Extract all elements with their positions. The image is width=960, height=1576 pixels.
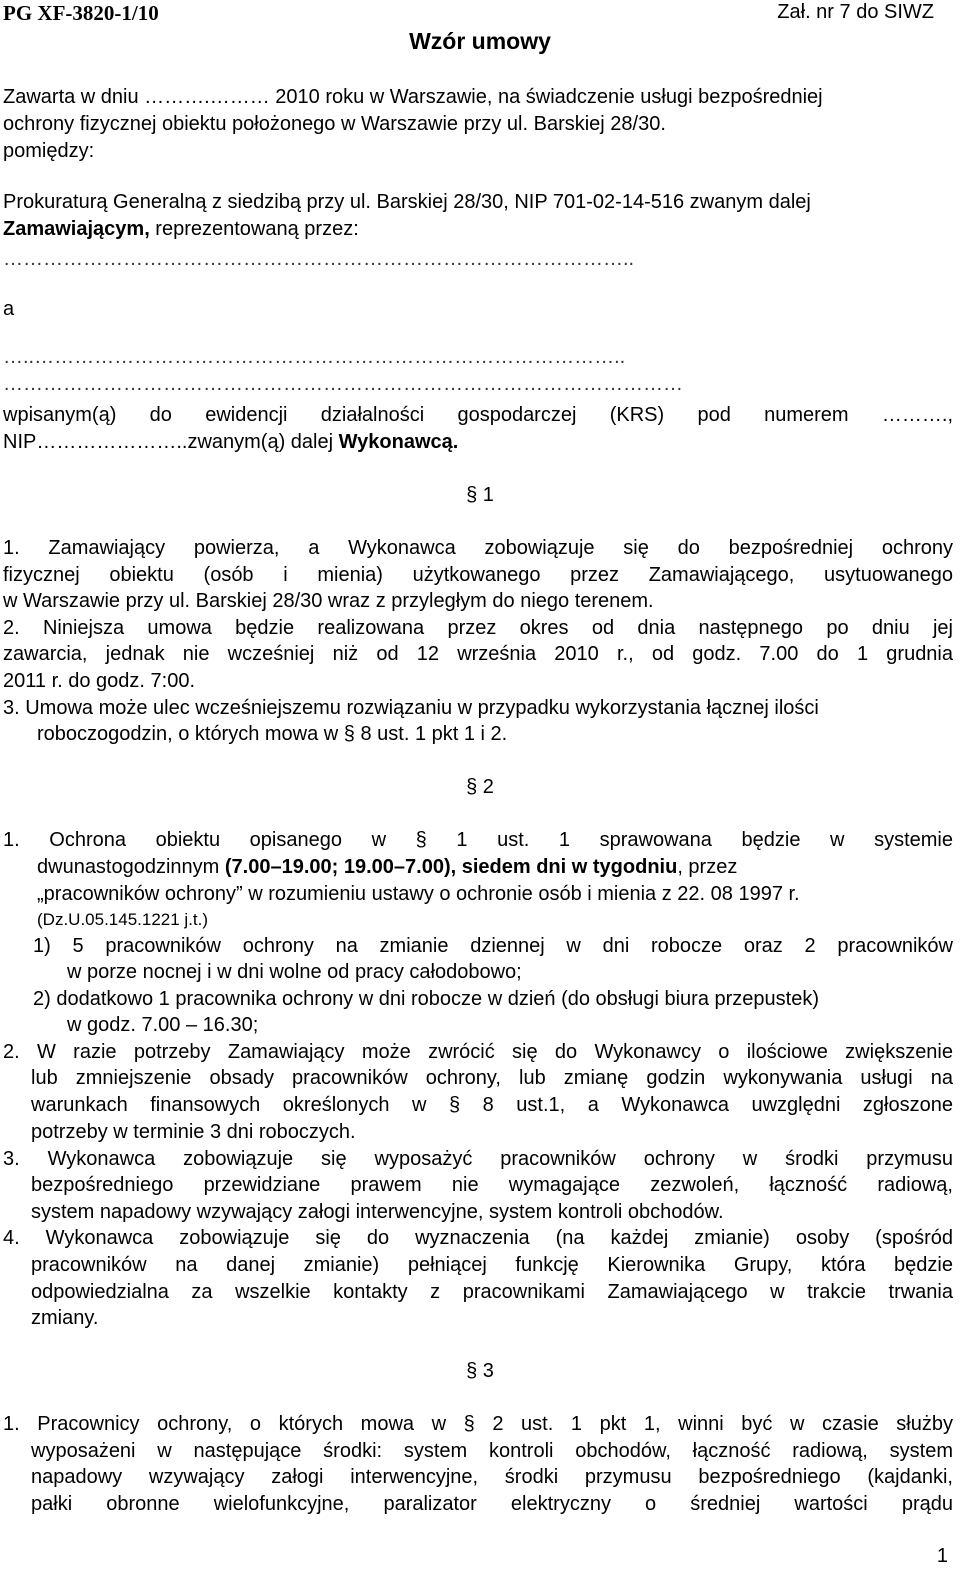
s2-p2-line: lub zmniejszenie obsady pracowników ochrony, lub zmianę godzin wykonywania usługi na xyxy=(31,1067,953,1089)
s1-line: roboczogodzin, o których mowa w § 8 ust. 1 pkt 1 i 2. xyxy=(37,723,508,745)
s2-p3-line: bezpośredniego przewidziane prawem nie wymagające zezwoleń, łączność radiową, xyxy=(31,1174,953,1196)
intro-line-2: ochrony fizycznej obiektu położonego w Warszawie przy ul. Barskiej 28/30. xyxy=(3,113,666,135)
service-hours: (7.00–19.00; 19.00–7.00), siedem dni w tygodniu xyxy=(224,856,678,878)
s2-p1-line-2: dwunastogodzinnym (7.00–19.00; 19.00–7.00), siedem dni w tygodniu, przez xyxy=(37,856,738,878)
party-contracting-authority: Zamawiającym, xyxy=(3,218,150,240)
s2-sub1-line-2: w porze nocnej i w dni wolne od pracy całodobowo; xyxy=(67,961,522,983)
s2-p2-line: potrzeby w terminie 3 dni roboczych. xyxy=(31,1121,356,1143)
s3-line: pałki obronne wielofunkcyjne, paralizator elektryczny o średniej wartości prądu xyxy=(31,1493,953,1515)
document-title: Wzór umowy xyxy=(409,28,551,54)
s1-line: fizycznej obiektu (osób i mienia) użytkowanego przez Zamawiającego, usytuowanego xyxy=(3,564,953,586)
s1-line: w Warszawie przy ul. Barskiej 28/30 wraz z przyległym do niego terenem. xyxy=(3,590,654,612)
s3-line: napadowy wzywający załogi interwencyjne, środki przymusu bezpośredniego (kajdanki, xyxy=(31,1466,953,1488)
conjunction-a: a xyxy=(3,298,15,320)
s2-p2-line: warunkach finansowych określonych w § 8 ust.1, a Wykonawca uwzględni zgłoszone xyxy=(31,1094,953,1116)
signature-dots-1: ………………………………………………………………………………….. xyxy=(3,248,635,270)
section-3-heading: § 3 xyxy=(466,1360,494,1382)
section-1-heading: § 1 xyxy=(466,484,494,506)
signature-dots-2: …..…………………………………………………………………………….. xyxy=(3,346,626,368)
s2-p3-line: 3. Wykonawca zobowiązuje się wyposażyć pracowników ochrony w środki przymusu xyxy=(3,1148,953,1170)
s1-line: zawarcia, jednak nie wcześniej niż od 12 września 2010 r., od godz. 7.00 do 1 grudnia xyxy=(3,643,953,665)
s1-line: 3. Umowa może ulec wcześniejszemu rozwiązaniu w przypadku wykorzystania łącznej ilości xyxy=(3,697,819,719)
s3-line: wyposażeni w następujące środki: system kontroli obchodów, łączność radiową, system xyxy=(31,1440,953,1462)
s3-line: 1. Pracownicy ochrony, o których mowa w § 2 ust. 1 pkt 1, winni być w czasie służby xyxy=(3,1413,953,1435)
s2-p1-line-4: (Dz.U.05.145.1221 j.t.) xyxy=(37,910,209,929)
intro-line-3: pomiędzy: xyxy=(3,140,95,162)
document-reference: PG XF-3820-1/10 xyxy=(3,1,159,25)
intro-line-7: NIP…………………..zwanym(ą) dalej Wykonawcą. xyxy=(3,431,459,453)
s2-p1-line-1: 1. Ochrona obiektu opisanego w § 1 ust. 1 sprawowana będzie w systemie xyxy=(3,829,953,851)
s1-line: 1. Zamawiający powierza, a Wykonawca zobowiązuje się do bezpośredniej ochrony xyxy=(3,537,953,559)
party-contractor: Wykonawcą. xyxy=(338,431,459,453)
s2-p4-line: pracowników na danej zmianie) pełniącej funkcję Kierownika Grupy, która będzie xyxy=(31,1254,953,1276)
s2-p4-line: 4. Wykonawca zobowiązuje się do wyznaczenia (na każdej zmianie) osoby (spośród xyxy=(3,1227,953,1249)
attachment-label: Zał. nr 7 do SIWZ xyxy=(777,1,934,23)
s2-sub2-line-1: 2) dodatkowo 1 pracownika ochrony w dni robocze w dzień (do obsługi biura przepustek) xyxy=(33,988,819,1010)
s2-p3-line: system napadowy wzywający załogi interwencyjne, system kontroli obchodów. xyxy=(31,1201,724,1223)
intro-line-6: wpisanym(ą) do ewidencji działalności gospodarczej (KRS) pod numerem ………., xyxy=(3,404,953,426)
page-number: 1 xyxy=(936,1545,948,1567)
s2-p4-line: odpowiedzialna za wszelkie kontakty z pracownikami Zamawiającego w trakcie trwania xyxy=(31,1281,953,1303)
s2-sub2-line-2: w godz. 7.00 – 16.30; xyxy=(67,1014,259,1036)
s2-p4-line: zmiany. xyxy=(31,1307,99,1329)
intro-line-1: Zawarta w dniu ……….……… 2010 roku w Warszawie, na świadczenie usługi bezpośredniej xyxy=(3,86,823,108)
s1-line: 2. Niniejsza umowa będzie realizowana przez okres od dnia następnego po dniu jej xyxy=(3,617,953,639)
intro-line-5: Zamawiającym, reprezentowaną przez: xyxy=(3,218,359,240)
s1-line: 2011 r. do godz. 7:00. xyxy=(3,670,196,692)
s2-p1-line-3: „pracowników ochrony” w rozumieniu ustawy o ochronie osób i mienia z 22. 08 1997 r. xyxy=(37,883,800,905)
section-2-heading: § 2 xyxy=(466,776,494,798)
intro-line-4: Prokuraturą Generalną z siedzibą przy ul. Barskiej 28/30, NIP 701-02-14-516 zwanym dalej xyxy=(3,191,811,213)
s2-p2-line: 2. W razie potrzeby Zamawiający może zwrócić się do Wykonawcy o ilościowe zwiększenie xyxy=(3,1041,953,1063)
s2-sub1-line-1: 1) 5 pracowników ochrony na zmianie dziennej w dni robocze oraz 2 pracowników xyxy=(33,935,953,957)
signature-dots-3: ………………………………………………………………………………………… xyxy=(3,373,683,395)
